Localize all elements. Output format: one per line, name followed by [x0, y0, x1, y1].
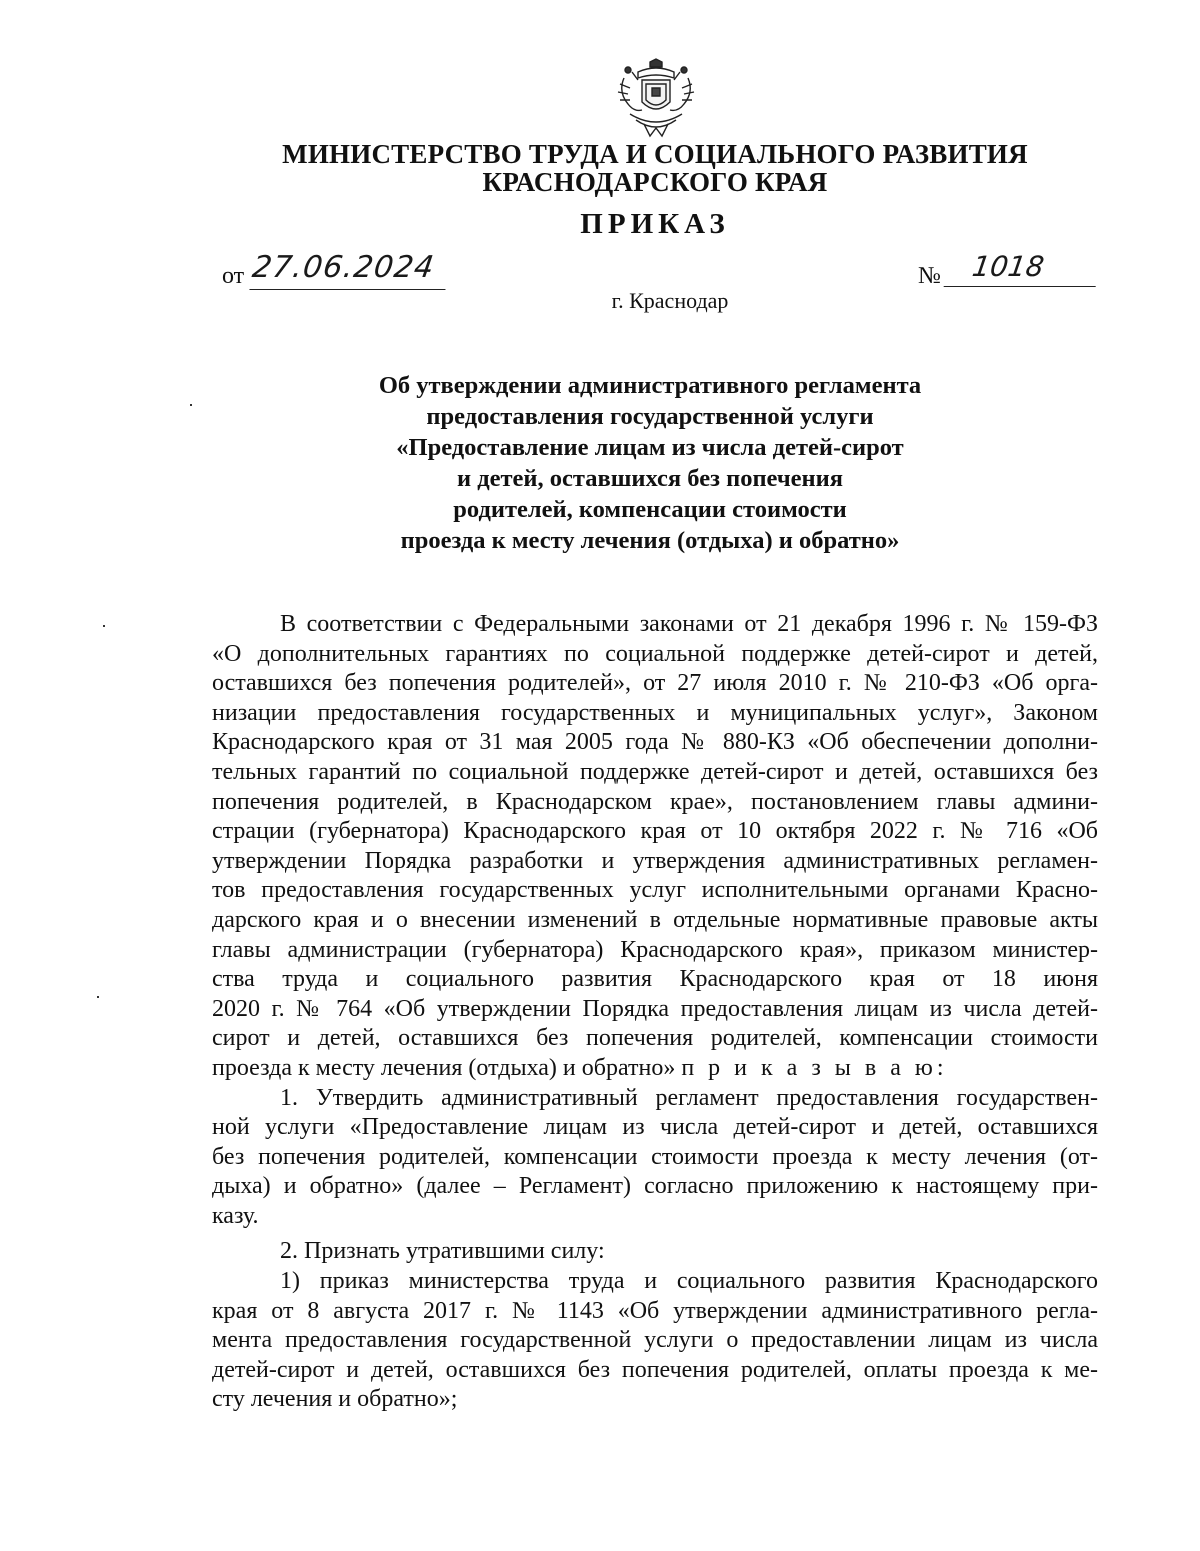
subject-line: «Предоставление лицам из числа детей-сирот	[396, 434, 904, 461]
subject-line: Об утверждении административного регламента	[378, 372, 922, 399]
text-line: попечения родителей, в Краснодарском крае», постановлением главы админи-	[212, 788, 1098, 815]
subject-line: предоставления государственной услуги	[426, 403, 874, 430]
text-line: В соответствии с Федеральными законами от 21 декабря 1996 г. № 159-ФЗ	[280, 611, 1098, 637]
document-subject	[250, 370, 1050, 556]
text-line: утверждении Порядка разработки и утверждения административных регламен-	[212, 847, 1098, 874]
document-type-title: ПРИКАЗ	[580, 208, 730, 240]
subject-line: родителей, компенсации стоимости	[453, 496, 847, 523]
text-line: Краснодарского края от 31 мая 2005 года № 880-КЗ «Об обеспечении дополни-	[212, 729, 1098, 756]
handwritten-number: 1018	[944, 253, 1101, 287]
number-prefix-label: №	[918, 263, 941, 289]
scan-dot	[97, 996, 99, 998]
item1-line: без попечения родителей, компенсации стоимости проезда к месту лечения (от-	[212, 1143, 1098, 1170]
item1-line: казу.	[212, 1202, 259, 1229]
text-line: дарского края и о внесении изменений в отдельные нормативные правовые акты	[212, 906, 1098, 933]
text-line: главы администрации (губернатора) Краснодарского края», приказом министер-	[212, 936, 1098, 963]
item2-sub1-line: 1) приказ министерства труда и социального развития Краснодарского	[280, 1268, 1098, 1295]
order-word: п р и к а з ы в а ю:	[681, 1054, 948, 1081]
item2-sub1-line: края от 8 августа 2017 г. № 1143 «Об утверждении административного регла-	[212, 1297, 1098, 1324]
text-line: оставшихся без попечения родителей», от 27 июля 2010 г. № 210-ФЗ «Об орга-	[212, 670, 1098, 697]
text-line	[212, 1054, 1098, 1084]
text-line: тельных гарантий по социальной поддержке детей-сирот и детей, оставшихся без	[212, 758, 1098, 785]
item1-line: ной услуги «Предоставление лицам из числа детей-сирот и детей, оставшихся	[212, 1114, 1098, 1141]
scan-dot	[103, 625, 105, 627]
ministry-name-line2: КРАСНОДАРСКОГО КРАЯ	[482, 167, 828, 197]
item2-heading: 2. Признать утратившими силу:	[280, 1238, 605, 1265]
coat-of-arms-emblem	[608, 58, 704, 138]
scan-dot	[190, 404, 192, 406]
text-line: сирот и детей, оставшихся без попечения родителей, компенсации стоимости	[212, 1025, 1098, 1052]
item2-sub1-line: мента предоставления государственной услуги о предоставлении лицам из числа	[212, 1327, 1098, 1354]
item1-line: дыха) и обратно» (далее – Регламент) согласно приложению к настоящему при-	[212, 1173, 1098, 1200]
text-line: 2020 г. № 764 «Об утверждении Порядка предоставления лицам из числа детей-	[212, 995, 1098, 1022]
city-label: г. Краснодар	[611, 288, 729, 313]
text-line: ства труда и социального развития Краснодарского края от 18 июня	[212, 966, 1098, 993]
item2-sub1-line: детей-сирот и детей, оставшихся без попечения родителей, оплаты проезда к ме-	[212, 1356, 1098, 1383]
text-line-start: проезда к месту лечения (отдыха) и обратно»	[212, 1054, 676, 1081]
handwritten-date: 27.06.2024	[249, 253, 450, 290]
text-line: тов предоставления государственных услуг исполнительными органами Красно-	[212, 877, 1098, 904]
preamble-paragraph	[212, 610, 1098, 1415]
text-line: «О дополнительных гарантиях по социальной поддержке детей-сирот и детей,	[212, 640, 1098, 667]
item1-line: 1. Утвердить административный регламент предоставления государствен-	[280, 1084, 1098, 1111]
text-line: страции (губернатора) Краснодарского края от 10 октября 2022 г. № 716 «Об	[212, 818, 1098, 845]
subject-line: проезда к месту лечения (отдыха) и обратно»	[400, 527, 900, 554]
text-line: низации предоставления государственных и муниципальных услуг», Законом	[212, 699, 1098, 726]
subject-line: и детей, оставшихся без попечения	[456, 465, 844, 492]
date-prefix-label: от	[222, 263, 245, 289]
item2-sub1-line: сту лечения и обратно»;	[212, 1386, 458, 1413]
ministry-name-line1: МИНИСТЕРСТВО ТРУДА И СОЦИАЛЬНОГО РАЗВИТИЯ	[282, 139, 1028, 169]
